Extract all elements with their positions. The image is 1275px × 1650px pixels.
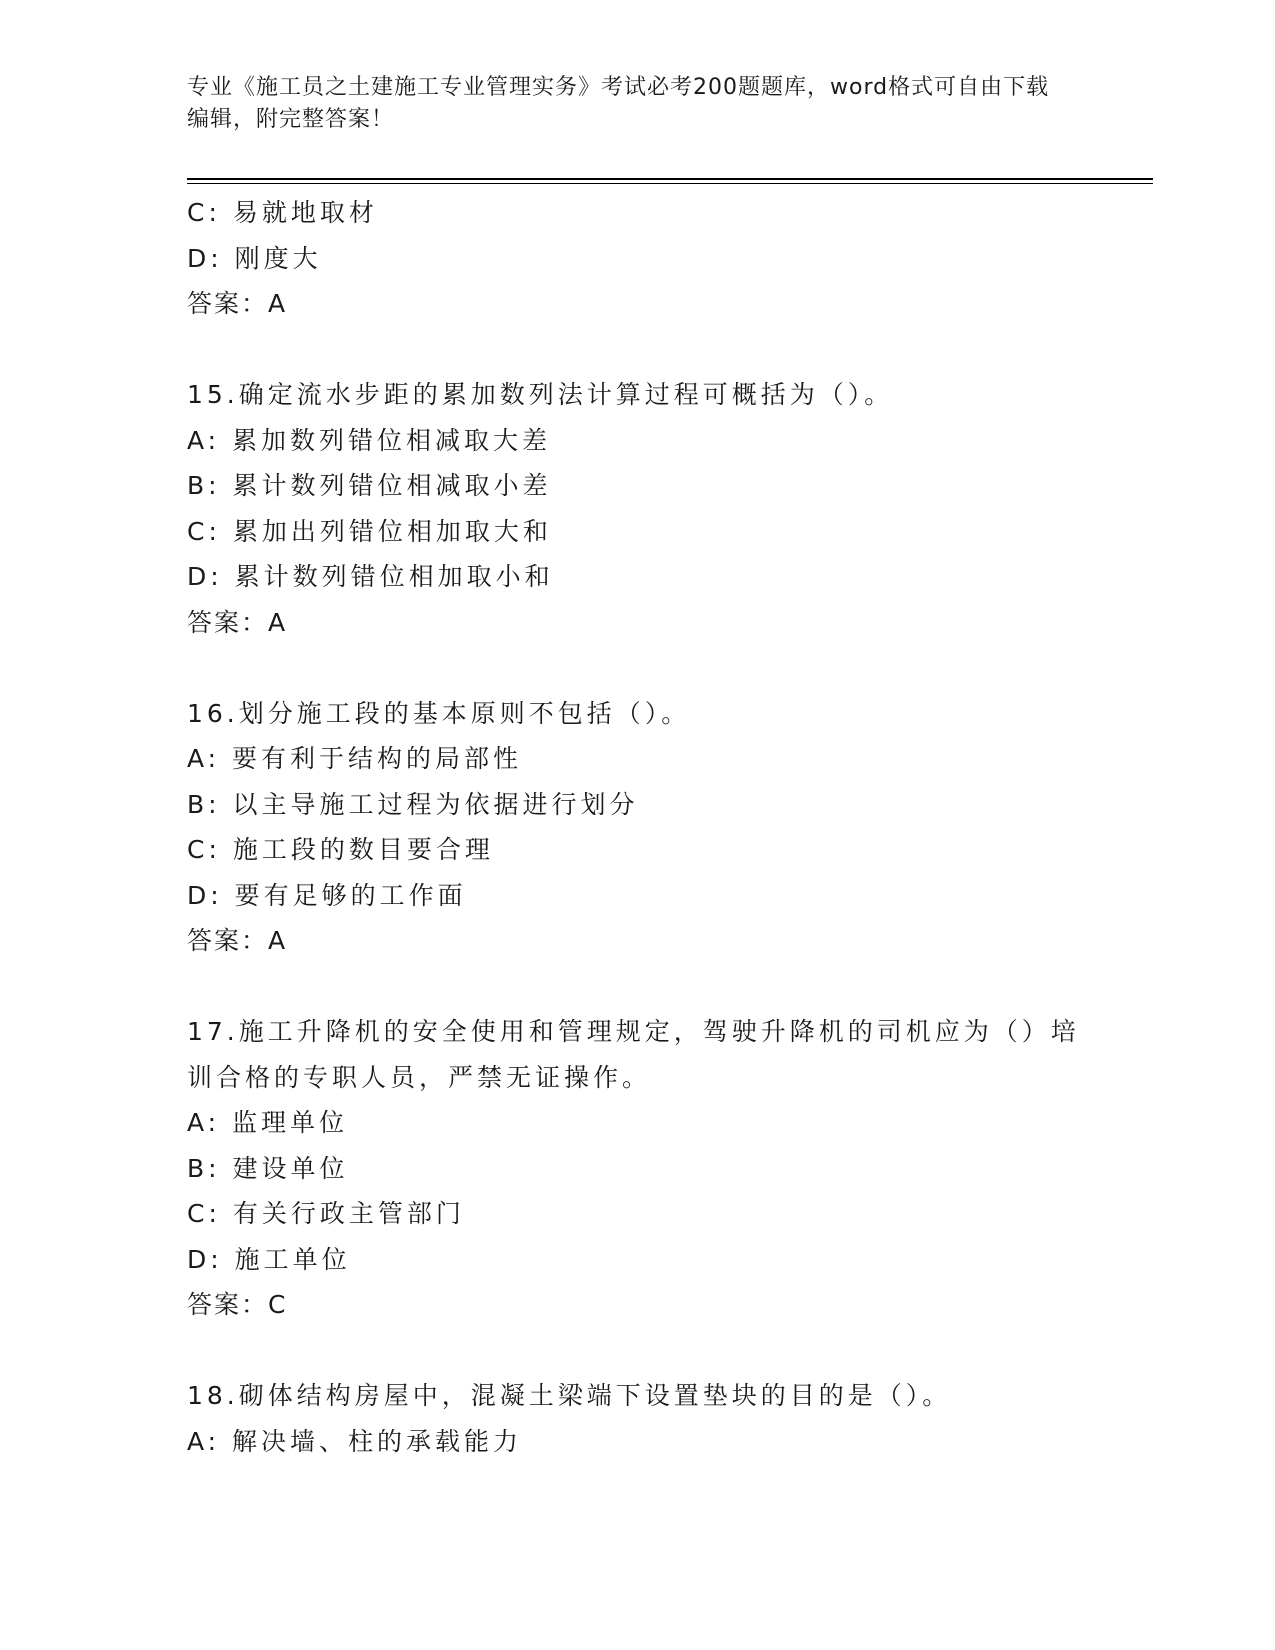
answer-line — [187, 281, 1087, 327]
answer-value: A — [268, 289, 288, 318]
question-text: 划分施工段的基本原则不包括（）。 — [238, 698, 691, 728]
option-label: D: — [187, 243, 223, 273]
option-line — [187, 190, 1087, 236]
option-text: 累计数列错位相加取小和 — [234, 562, 554, 591]
answer-line — [187, 600, 1087, 646]
option-text: 施工单位 — [234, 1244, 351, 1274]
answer-label: 答案： — [187, 1290, 269, 1319]
spacer — [187, 645, 1087, 691]
answer-label: 答案： — [187, 926, 269, 955]
option-text: 监理单位 — [232, 1108, 349, 1137]
option-label: C: — [187, 835, 221, 864]
option-label: D: — [187, 880, 223, 910]
option-text: 刚度大 — [234, 243, 322, 273]
answer-label: 答案： — [187, 289, 269, 318]
answer-line — [187, 1282, 1087, 1328]
option-label: C: — [187, 1199, 221, 1228]
option-text: 施工段的数目要合理 — [232, 835, 494, 864]
answer-value: A — [268, 926, 288, 955]
option-line — [187, 1419, 1087, 1465]
option-label: A: — [187, 1426, 221, 1456]
option-text: 解决墙、柱的承载能力 — [232, 1426, 523, 1456]
option-text: 累加出列错位相加取大和 — [232, 516, 552, 546]
spacer — [187, 327, 1087, 373]
option-label: D: — [187, 1244, 223, 1274]
answer-value: A — [268, 607, 288, 637]
question-stem — [187, 1373, 1087, 1419]
question-text: 确定流水步距的累加数列法计算过程可概括为（）。 — [238, 380, 894, 409]
option-text: 累加数列错位相减取大差 — [232, 425, 552, 455]
answer-value: C — [268, 1290, 288, 1319]
spacer — [187, 964, 1087, 1010]
question-content — [187, 190, 1087, 1464]
option-line — [187, 1191, 1087, 1237]
option-line — [187, 509, 1087, 555]
option-line — [187, 827, 1087, 873]
answer-line — [187, 918, 1087, 964]
question-number: 18. — [187, 1381, 239, 1410]
option-line — [187, 463, 1087, 509]
answer-label: 答案： — [187, 607, 269, 637]
option-text: 要有利于结构的局部性 — [232, 744, 523, 773]
option-text: 要有足够的工作面 — [234, 880, 467, 910]
header-rule-thin — [187, 183, 1153, 184]
option-text: 累计数列错位相减取小差 — [232, 471, 552, 500]
question-text: 砌体结构房屋中，混凝土梁端下设置垫块的目的是（）。 — [238, 1381, 952, 1410]
question-number: 16. — [187, 698, 239, 728]
option-label: D: — [187, 562, 223, 591]
option-label: B: — [187, 789, 221, 819]
option-text: 有关行政主管部门 — [232, 1199, 465, 1228]
option-line — [187, 736, 1087, 782]
option-label: A: — [187, 744, 221, 773]
question-number: 17. — [187, 1017, 239, 1046]
option-label: A: — [187, 425, 221, 455]
question-stem — [187, 372, 1087, 418]
option-line — [187, 418, 1087, 464]
question-text: 训合格的专职人员，严禁无证操作。 — [187, 1062, 652, 1092]
option-text: 以主导施工过程为依据进行划分 — [232, 789, 639, 819]
document-header: 专业《施工员之土建施工专业管理实务》考试必考200题题库，word格式可自由下载编辑，附完整答案！ — [187, 75, 1050, 132]
question-text: 施工升降机的安全使用和管理规定，驾驶升降机的司机应为（）培 — [238, 1017, 1080, 1046]
option-line — [187, 782, 1087, 828]
question-stem — [187, 691, 1087, 737]
option-label: C: — [187, 516, 221, 546]
question-stem — [187, 1009, 1087, 1055]
option-line — [187, 1237, 1087, 1283]
option-label: C: — [187, 198, 221, 227]
header-rule-thick — [187, 178, 1153, 180]
option-line — [187, 1100, 1087, 1146]
option-line — [187, 873, 1087, 919]
option-text: 易就地取材 — [232, 198, 378, 227]
question-stem-continuation — [187, 1055, 1087, 1101]
spacer — [187, 1328, 1087, 1374]
option-line — [187, 236, 1087, 282]
option-line — [187, 554, 1087, 600]
option-line — [187, 1146, 1087, 1192]
option-text: 建设单位 — [232, 1153, 349, 1183]
question-number: 15. — [187, 380, 239, 409]
option-label: A: — [187, 1108, 221, 1137]
option-label: B: — [187, 471, 221, 500]
option-label: B: — [187, 1153, 221, 1183]
